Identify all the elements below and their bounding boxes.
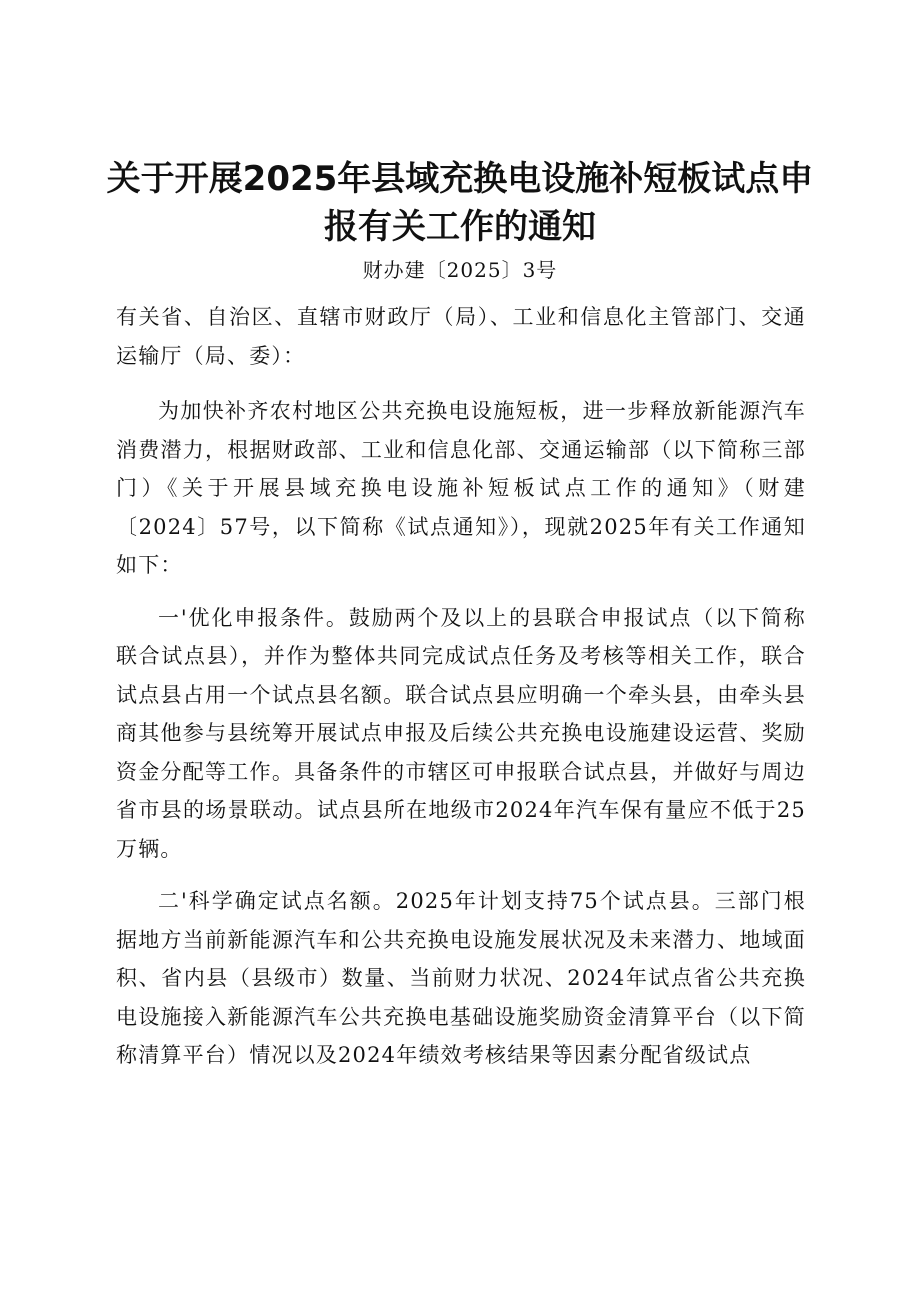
body-paragraph-section-1: 一'优化申报条件。鼓励两个及以上的县联合申报试点（以下简称联合试点县），并作为整体共同完成试点任务及考核等相关工作，联合试点县占用一个试点县名额。联合试点县应明确一个牵头县，由牵头县商其他参与县统筹开展试点申报及后续公共充换电设施建设运营、奖励资金分配等工作。具备条件的市辖区可申报联合试点县，并做好与周边省市县的场景联动。试点县所在地级市2024年汽车保有量应不低于25万辆。 [116, 605, 806, 861]
document-number: 财办建〔2025〕3号 [362, 258, 558, 282]
document-title: 关于开展2025年县域充换电设施补短板试点申报有关工作的通知 [106, 159, 814, 247]
body-paragraph-intro: 为加快补齐农村地区公共充换电设施短板，进一步释放新能源汽车消费潜力，根据财政部、工业和信息化部、交通运输部（以下简称三部门）《关于开展县域充换电设施补短板试点工作的通知》（财建〔2024〕57号，以下简称《试点通知》），现就2025年有关工作通知如下： [116, 399, 806, 577]
document-body [116, 298, 806, 1075]
addressee-line: 有关省、自治区、直辖市财政厅（局）、工业和信息化主管部门、交通运输厅（局、委）： [116, 305, 806, 368]
body-paragraph-section-2: 二'科学确定试点名额。2025年计划支持75个试点县。三部门根据地方当前新能源汽车和公共充换电设施发展状况及未来潜力、地域面积、省内县（县级市）数量、当前财力状况、2024年试点省公共充换电设施接入新能源汽车公共充换电基础设施奖励资金清算平台（以下简称清算平台）情况以及2024年绩效考核结果等因素分配省级试点 [116, 889, 806, 1067]
